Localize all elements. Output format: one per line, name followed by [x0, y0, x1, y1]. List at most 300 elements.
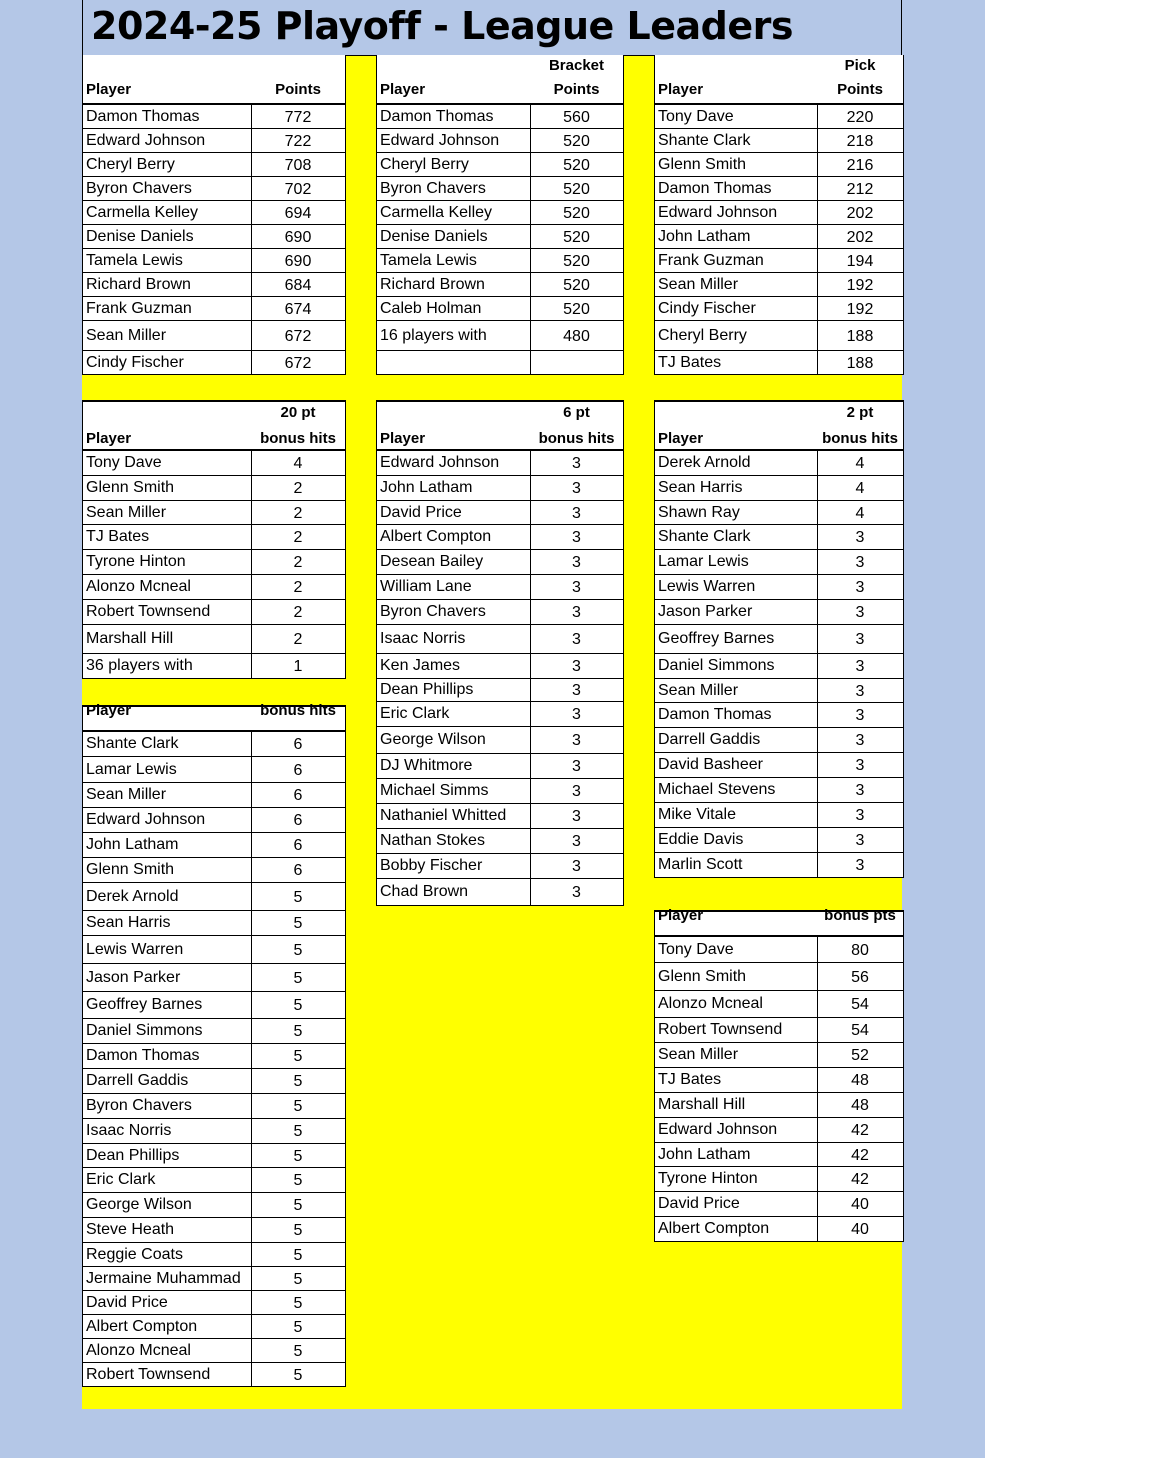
player-name: Glenn Smith — [658, 967, 747, 985]
table-row — [655, 476, 903, 501]
player-name: Sean Miller — [658, 1046, 739, 1063]
player-value: 6 — [293, 862, 303, 879]
table-row — [377, 105, 623, 129]
player-name: Tony Dave — [658, 940, 734, 958]
player-value: 5 — [293, 1098, 303, 1115]
player-value: 702 — [284, 180, 312, 198]
player-value: 5 — [293, 1270, 303, 1288]
player-name: Alonzo Mcneal — [658, 995, 763, 1012]
player-name: Derek Arnold — [86, 887, 179, 905]
player-value: 42 — [851, 1171, 869, 1188]
player-name: Sean Miller — [658, 681, 739, 699]
player-name: Albert Compton — [658, 1220, 770, 1237]
player-value: 3 — [572, 732, 581, 749]
player-value: 520 — [563, 132, 590, 150]
table-row — [655, 828, 903, 853]
player-name: Frank Guzman — [658, 251, 764, 269]
player-value: 672 — [284, 354, 312, 372]
table-row — [377, 727, 623, 754]
table-row — [655, 937, 903, 963]
player-value: 3 — [855, 529, 865, 546]
player-value: 5 — [293, 1294, 303, 1312]
player-value: 3 — [855, 807, 865, 824]
player-value: 520 — [563, 156, 590, 174]
table-row — [83, 1144, 345, 1168]
table-row — [83, 1193, 345, 1218]
table-row — [655, 1043, 903, 1068]
player-name: Albert Compton — [86, 1317, 198, 1335]
player-name: Chad Brown — [380, 883, 469, 900]
player-value: 3 — [572, 579, 581, 596]
player-value: 48 — [851, 1097, 869, 1114]
player-value: 5 — [293, 1147, 303, 1165]
player-name: Marshall Hill — [86, 630, 174, 647]
player-value: 3 — [572, 631, 581, 648]
table-row — [377, 351, 623, 375]
player-name: Geoffrey Barnes — [86, 996, 203, 1013]
player-name: Lewis Warren — [658, 578, 756, 595]
player-name: Derek Arnold — [658, 454, 751, 471]
player-name: Desean Bailey — [380, 553, 484, 570]
player-name: Jermaine Muhammad — [86, 1269, 241, 1287]
player-value: 192 — [846, 276, 874, 294]
player-value: 5 — [293, 888, 303, 906]
table-row — [83, 1363, 345, 1387]
player-value: 3 — [855, 682, 865, 700]
table-row — [377, 201, 623, 225]
player-name: Daniel Simmons — [658, 657, 775, 674]
player-name: Jason Parker — [86, 968, 181, 986]
player-name: Alonzo Mcneal — [86, 578, 191, 595]
player-value: 3 — [572, 604, 581, 621]
header-value: bonus hits — [260, 430, 336, 447]
table-row — [655, 728, 903, 753]
table-bonushits — [82, 702, 346, 1387]
player-name: Byron Chavers — [380, 179, 486, 197]
header-value-top: 2 pt — [846, 404, 874, 421]
table-row — [655, 600, 903, 625]
player-name: William Lane — [380, 578, 472, 595]
player-value: 2 — [293, 504, 303, 522]
table-row — [655, 778, 903, 803]
table-row — [377, 829, 623, 854]
player-value: 520 — [563, 228, 590, 246]
player-name: Jason Parker — [658, 603, 753, 620]
player-name: David Price — [380, 503, 462, 521]
player-value: 3 — [855, 579, 865, 596]
player-name: Dean Phillips — [380, 681, 474, 698]
player-name: Daniel Simmons — [86, 1022, 203, 1039]
table-row — [377, 153, 623, 177]
player-value: 5 — [293, 1366, 303, 1384]
player-name: Robert Townsend — [658, 1021, 783, 1038]
table-header — [655, 55, 903, 105]
table-header — [655, 400, 903, 451]
table-bonus2 — [654, 400, 904, 878]
player-value: 3 — [855, 604, 865, 621]
table-row — [655, 321, 903, 351]
player-name: Damon Thomas — [380, 107, 494, 125]
player-value: 212 — [846, 180, 874, 198]
table-row — [377, 779, 623, 804]
table-row — [377, 249, 623, 273]
player-name: Cheryl Berry — [380, 155, 469, 173]
player-name: Geoffrey Barnes — [658, 630, 775, 647]
player-value: 708 — [284, 156, 312, 174]
player-name: Darrell Gaddis — [658, 731, 761, 748]
table-row — [83, 625, 345, 654]
table-header — [377, 55, 623, 105]
player-value: 4 — [293, 455, 303, 472]
player-value: 674 — [284, 300, 312, 318]
player-value: 202 — [846, 204, 874, 222]
player-name: Reggie Coats — [86, 1245, 183, 1263]
player-value: 520 — [563, 180, 590, 198]
table-header — [83, 400, 345, 451]
player-value: 5 — [293, 1197, 303, 1214]
player-name: Dean Phillips — [86, 1146, 180, 1164]
table-row — [655, 1118, 903, 1143]
player-name: DJ Whitmore — [380, 757, 473, 774]
player-value: 56 — [851, 968, 869, 986]
player-name: Richard Brown — [86, 275, 191, 293]
table-row — [377, 879, 623, 906]
player-name: Edward Johnson — [86, 811, 206, 828]
player-value: 3 — [855, 658, 865, 675]
player-name: Darrell Gaddis — [86, 1072, 189, 1089]
table-pick — [654, 55, 904, 375]
player-value: 220 — [846, 108, 874, 126]
table-row — [83, 1218, 345, 1243]
header-player: Player — [658, 81, 704, 98]
player-value: 3 — [572, 783, 581, 800]
player-name: David Basheer — [658, 756, 763, 773]
player-name: Steve Heath — [86, 1221, 175, 1238]
player-value: 192 — [846, 300, 874, 318]
table-row — [83, 911, 345, 936]
player-name: Isaac Norris — [380, 630, 466, 647]
table-header — [377, 400, 623, 451]
table-row — [377, 177, 623, 201]
table-row — [83, 1094, 345, 1119]
table-row — [83, 451, 345, 476]
player-name: Lamar Lewis — [86, 760, 177, 778]
player-name: Damon Thomas — [658, 706, 772, 723]
player-value: 3 — [572, 682, 581, 699]
table-row — [655, 225, 903, 249]
player-name: Denise Daniels — [380, 227, 488, 245]
player-value: 3 — [855, 857, 865, 874]
player-value: 6 — [293, 837, 303, 854]
table-row — [655, 501, 903, 525]
table-row — [377, 273, 623, 297]
player-value: 5 — [293, 1048, 303, 1065]
table-row — [83, 225, 345, 249]
player-name: Tyrone Hinton — [86, 553, 186, 570]
table-row — [655, 153, 903, 177]
player-name: Byron Chavers — [380, 603, 486, 620]
header-value-top: Bracket — [548, 57, 605, 74]
player-value: 3 — [855, 832, 865, 849]
header-value: Points — [275, 81, 321, 98]
table-bonuspts — [654, 907, 904, 1242]
table-row — [83, 964, 345, 992]
header-value: bonus hits — [822, 430, 898, 447]
table-row — [655, 550, 903, 575]
player-name: Bobby Fischer — [380, 857, 483, 874]
player-value: 5 — [293, 1073, 303, 1090]
player-name: Frank Guzman — [86, 299, 192, 317]
table-row — [655, 451, 903, 476]
player-value: 5 — [293, 1023, 303, 1040]
player-name: Edward Johnson — [658, 1121, 778, 1138]
table-row — [83, 757, 345, 783]
player-name: Glenn Smith — [86, 861, 175, 878]
table-row — [655, 351, 903, 375]
table-row — [83, 351, 345, 375]
player-value: 3 — [572, 884, 581, 901]
table-row — [377, 625, 623, 654]
player-name: Mike Vitale — [658, 806, 736, 823]
table-row — [83, 1019, 345, 1044]
player-name: Tyrone Hinton — [658, 1170, 758, 1187]
player-name: Edward Johnson — [380, 454, 500, 471]
table-row — [655, 679, 903, 703]
player-value: 2 — [293, 579, 303, 596]
player-value: 202 — [846, 228, 874, 246]
table-row — [655, 803, 903, 828]
table-row — [655, 625, 903, 654]
player-name: Glenn Smith — [658, 155, 747, 173]
table-header — [655, 907, 903, 937]
table-row — [377, 854, 623, 879]
player-name: Tamela Lewis — [380, 251, 477, 269]
player-value: 42 — [851, 1146, 869, 1164]
header-player: Player — [380, 430, 426, 447]
header-player: Player — [658, 907, 704, 924]
table-row — [83, 550, 345, 575]
player-name: Carmella Kelley — [380, 203, 493, 221]
table-row — [655, 273, 903, 297]
player-value: 3 — [855, 782, 865, 799]
player-name: John Latham — [380, 479, 473, 496]
player-value: 694 — [284, 204, 312, 222]
player-value: 3 — [855, 757, 865, 774]
player-name: 36 players with — [86, 657, 193, 674]
header-value-top: Pick — [844, 57, 876, 74]
table-row — [377, 600, 623, 625]
player-value: 672 — [284, 327, 312, 345]
player-name: TJ Bates — [86, 528, 150, 545]
table-row — [655, 1192, 903, 1217]
table-row — [655, 963, 903, 991]
player-name: Cindy Fischer — [658, 299, 756, 317]
player-value: 3 — [572, 480, 581, 497]
table-row — [377, 225, 623, 249]
table-row — [377, 451, 623, 476]
table-row — [83, 732, 345, 757]
player-name: Tony Dave — [86, 454, 162, 471]
player-name: Sean Harris — [658, 479, 743, 496]
table-row — [83, 273, 345, 297]
table-row — [655, 1217, 903, 1242]
player-name: 16 players with — [380, 326, 487, 344]
player-value: 560 — [563, 108, 590, 126]
player-value: 772 — [284, 108, 312, 126]
header-value: bonus hits — [260, 702, 336, 719]
player-value: 2 — [293, 529, 303, 546]
player-name: Edward Johnson — [86, 131, 206, 149]
player-name: Cheryl Berry — [86, 155, 175, 173]
table-row — [655, 129, 903, 153]
player-value: 3 — [572, 554, 581, 571]
player-value: 6 — [293, 812, 303, 829]
player-value: 3 — [855, 707, 865, 724]
player-name: Shawn Ray — [658, 503, 740, 521]
player-name: Shante Clark — [658, 528, 751, 545]
player-value: 520 — [563, 204, 590, 222]
header-value-top: 20 pt — [280, 404, 316, 421]
table-row — [377, 501, 623, 525]
player-value: 2 — [293, 631, 303, 648]
player-value: 54 — [851, 1022, 869, 1039]
table-row — [83, 783, 345, 808]
player-name: George Wilson — [86, 1196, 192, 1213]
header-player: Player — [86, 81, 132, 98]
table-row — [83, 833, 345, 858]
player-name: Lamar Lewis — [658, 553, 749, 570]
table-row — [655, 249, 903, 273]
player-value: 5 — [293, 941, 303, 959]
player-value: 1 — [293, 658, 303, 675]
player-value: 2 — [293, 480, 303, 497]
player-value: 5 — [293, 915, 303, 932]
player-value: 3 — [572, 658, 581, 675]
player-name: Robert Townsend — [86, 1365, 211, 1383]
player-name: Shante Clark — [86, 735, 179, 752]
player-name: Shante Clark — [658, 131, 751, 149]
player-value: 4 — [855, 504, 865, 522]
player-value: 3 — [572, 808, 581, 825]
table-row — [655, 1093, 903, 1118]
player-value: 5 — [293, 969, 303, 987]
player-name: Cheryl Berry — [658, 326, 747, 344]
player-name: Byron Chavers — [86, 179, 192, 197]
table-row — [377, 550, 623, 575]
player-value: 722 — [284, 132, 312, 150]
table-bonus20 — [82, 400, 346, 679]
table-row — [83, 1267, 345, 1291]
table-row — [83, 129, 345, 153]
page-title: 2024-25 Playoff - League Leaders — [91, 4, 794, 48]
player-value: 5 — [293, 1342, 303, 1360]
player-value: 48 — [851, 1072, 869, 1089]
player-name: Michael Stevens — [658, 781, 776, 798]
table-header — [83, 55, 345, 105]
table-bonus6 — [376, 400, 624, 906]
player-name: TJ Bates — [658, 353, 722, 371]
player-value: 54 — [851, 996, 869, 1013]
player-name: Edward Johnson — [658, 203, 778, 221]
player-name: John Latham — [86, 836, 179, 853]
player-value: 188 — [846, 354, 874, 372]
table-row — [377, 575, 623, 600]
player-name: Marlin Scott — [658, 856, 743, 873]
player-value: 42 — [851, 1122, 869, 1139]
table-row — [377, 654, 623, 679]
table-row — [655, 575, 903, 600]
player-value: 520 — [563, 300, 590, 318]
header-value: bonus hits — [538, 430, 615, 447]
player-name: David Price — [658, 1195, 740, 1212]
table-row — [83, 1291, 345, 1315]
table-row — [655, 1068, 903, 1093]
player-name: Sean Miller — [86, 786, 167, 803]
table-row — [377, 321, 623, 351]
table-bracket — [376, 55, 624, 375]
player-value: 40 — [851, 1221, 869, 1238]
player-value: 52 — [851, 1047, 869, 1064]
title-banner — [82, 0, 902, 56]
player-name: Caleb Holman — [380, 299, 482, 317]
table-row — [377, 702, 623, 727]
table-row — [655, 753, 903, 778]
table-row — [655, 177, 903, 201]
table-row — [83, 1119, 345, 1144]
player-name: Sean Miller — [86, 326, 167, 344]
table-row — [377, 476, 623, 501]
table-points — [82, 55, 346, 375]
header-value-top: 6 pt — [563, 404, 590, 421]
table-row — [83, 525, 345, 550]
player-name: George Wilson — [380, 731, 486, 748]
player-value: 2 — [293, 554, 303, 571]
header-value: Points — [553, 81, 600, 98]
player-name: Sean Miller — [86, 503, 167, 521]
table-row — [655, 853, 903, 878]
header-player: Player — [86, 702, 132, 719]
table-row — [655, 703, 903, 728]
player-name: Damon Thomas — [86, 1047, 200, 1064]
player-value: 2 — [293, 604, 303, 621]
table-header — [83, 702, 345, 732]
player-value: 80 — [851, 941, 869, 959]
table-row — [377, 297, 623, 321]
player-value: 218 — [846, 132, 874, 150]
player-name: Damon Thomas — [86, 107, 200, 125]
player-name: Alonzo Mcneal — [86, 1341, 191, 1359]
player-value: 5 — [293, 1123, 303, 1140]
table-row — [83, 992, 345, 1019]
player-name: Albert Compton — [380, 528, 492, 545]
player-name: Richard Brown — [380, 275, 485, 293]
player-name: John Latham — [658, 1145, 751, 1163]
table-row — [83, 1044, 345, 1069]
player-value: 6 — [293, 787, 303, 804]
player-name: Edward Johnson — [380, 131, 500, 149]
table-row — [83, 600, 345, 625]
player-value: 3 — [572, 706, 581, 723]
player-name: Marshall Hill — [658, 1096, 746, 1113]
player-value: 3 — [572, 504, 581, 522]
player-value: 3 — [572, 833, 581, 850]
table-row — [655, 1167, 903, 1192]
player-value: 5 — [293, 1222, 303, 1239]
player-value: 4 — [855, 480, 865, 497]
player-value: 3 — [572, 758, 581, 775]
player-name: Lewis Warren — [86, 940, 184, 958]
player-value: 194 — [846, 252, 874, 270]
